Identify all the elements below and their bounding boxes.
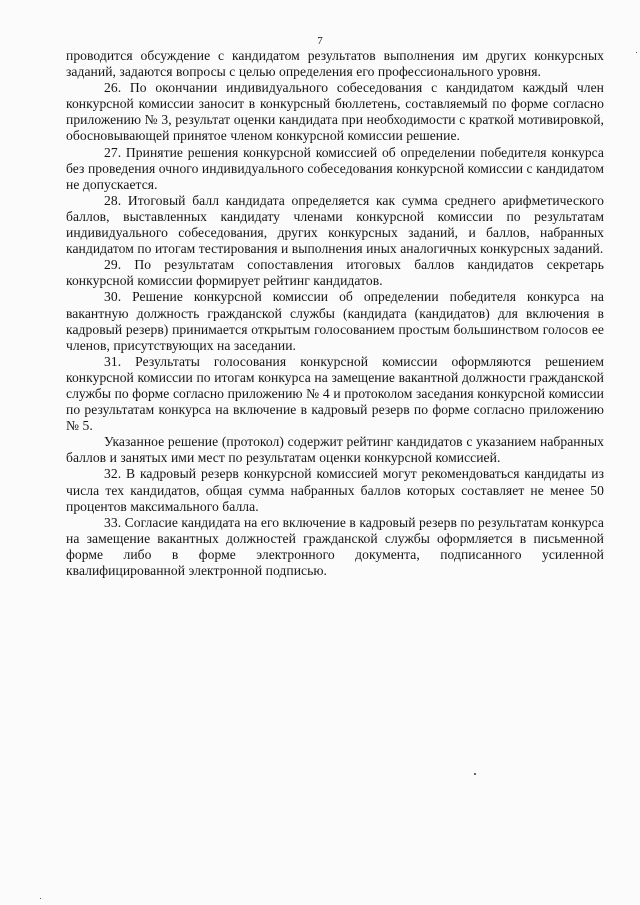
scan-speck — [474, 773, 476, 775]
scan-edge-mark — [636, 52, 637, 53]
paragraph-26: 26. По окончании индивидуального собеседования с кандидатом каждый член конкурсной комиссии заносит в конкурсный бюллетень, составляемый по форме согласно приложению № 3, результат оценки кандидата при необходимости с краткой мотивировкой, обосновывающей принятое членом конкурсной комиссии решение. — [66, 80, 604, 144]
paragraph-30: 30. Решение конкурсной комиссии об определении победителя конкурса на вакантную должность гражданской службы (кандидата (кандидатов) для включения в кадровый резерв) принимается открытым голосованием простым большинством голосов ее членов, присутствующих на заседании. — [66, 289, 604, 353]
paragraph-31: 31. Результаты голосования конкурсной комиссии оформляются решением конкурсной комиссии по итогам конкурса на замещение вакантной должности гражданской службы по форме согласно приложению № 4 и протоколом заседания конкурсной комиссии по результатам конкурса на включение в кадровый резерв по форме согласно приложению № 5. — [66, 353, 604, 434]
paragraph-28: 28. Итоговый балл кандидата определяется как сумма среднего арифметического баллов, выставленных кандидату членами конкурсной комиссии по результатам индивидуального собеседования, других конкурсных заданий, и баллов, набранных кандидатом по итогам тестирования и выполнения иных аналогичных конкурсных заданий. — [66, 192, 604, 257]
paragraph-continuation: проводится обсуждение с кандидатом результатов выполнения им других конкурсных заданий, задаются вопросы с целью определения его профессионального уровня. — [66, 48, 604, 80]
paragraph-29: 29. По результатам сопоставления итоговых баллов кандидатов секретарь конкурсной комиссии формирует рейтинг кандидатов. — [66, 257, 604, 289]
paragraph-32: 32. В кадровый резерв конкурсной комиссией могут рекомендоваться кандидаты из числа тех кандидатов, общая сумма набранных баллов которых составляет не менее 50 процентов максимального балла. — [66, 466, 604, 514]
page-number: 7 — [317, 35, 323, 47]
scan-edge-mark — [40, 898, 41, 899]
document-body — [66, 48, 604, 579]
paragraph-31-note: Указанное решение (протокол) содержит рейтинг кандидатов с указанием набранных баллов и занятых ими мест по результатам оценки конкурсной комиссией. — [66, 434, 604, 466]
paragraph-27: 27. Принятие решения конкурсной комиссией об определении победителя конкурса без проведения очного индивидуального собеседования конкурсной комиссии с кандидатом не допускается. — [66, 144, 604, 192]
paragraph-33: 33. Согласие кандидата на его включение в кадровый резерв по результатам конкурса на замещение вакантных должностей гражданской службы оформляется в письменной форме либо в форме электронного документа, подписанного усиленной квалифицированной электронной подписью. — [66, 514, 604, 578]
